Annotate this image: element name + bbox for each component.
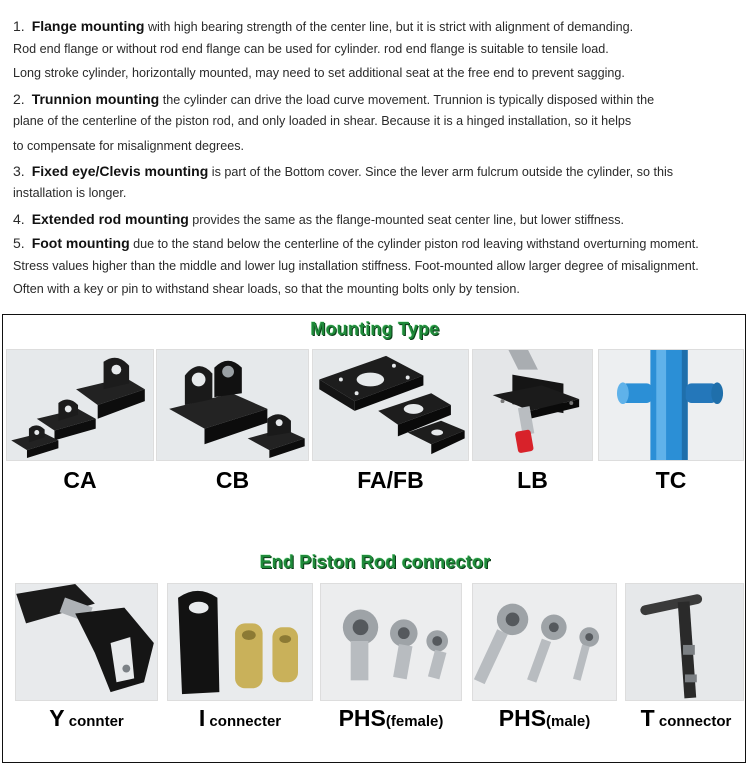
single-ear-bracket-image: [6, 349, 154, 461]
y-clevis-image: [15, 583, 158, 701]
mount-code-lb: LB: [517, 467, 548, 493]
paragraph-3-line-1: 3. Fixed eye/Clevis mounting is part of the Bottom cover. Since the lever arm fulcrum outside the cylinder, so this: [13, 163, 674, 179]
trunnion-cylinder-image: [598, 349, 744, 461]
rod-end-female-image: [320, 583, 462, 701]
paragraph-2-line-2: plane of the centerline of the piston rod, and only loaded in shear. Because it is a hinged installation, so it helps: [13, 114, 632, 128]
paragraph-5-line-1: 5. Foot mounting due to the stand below the centerline of the cylinder piston rod leaving withstand overturning moment.: [13, 235, 699, 251]
rod-connector-title: End Piston Rod connector: [259, 552, 491, 572]
paragraph-5-line-2: Stress values higher than the middle and lower lug installation stiffness. Foot-mounted allow larger degree of misalignment.: [13, 259, 699, 273]
mount-code-ca: CA: [63, 467, 97, 493]
connector-label-phs-female: PHS(female): [338, 705, 444, 731]
mounting-panel: [2, 314, 746, 763]
paragraph-heading: Flange mounting: [31, 18, 145, 34]
paragraph-4-line-1: 4. Extended rod mounting provides the same as the flange-mounted seat center line, but lower stiffness.: [13, 211, 624, 227]
paragraph-5-line-3: Often with a key or pin to withstand shear loads, so that the mounting bolts only by tension.: [13, 282, 520, 296]
paragraph-3-line-2: installation is longer.: [13, 186, 127, 200]
i-rod-eye-image: [167, 583, 313, 701]
mount-code-fa-fb: FA/FB: [357, 467, 424, 493]
paragraph-heading: Foot mounting: [31, 235, 130, 251]
mount-code-cb: CB: [215, 467, 250, 493]
connector-label-i: I connecter: [198, 705, 282, 731]
double-ear-clevis-bracket-image: [156, 349, 309, 461]
paragraph-heading: Fixed eye/Clevis mounting: [31, 163, 209, 179]
connector-label-t: T connector: [640, 705, 732, 731]
paragraph-heading: Trunnion mounting: [31, 91, 160, 107]
connector-label-y: Y connter: [49, 705, 124, 731]
foot-mounted-cylinder-image: [472, 349, 593, 461]
paragraph-1-line-3: Long stroke cylinder, horizontally mounted, may need to set additional seat at the free end to prevent sagging.: [13, 66, 625, 80]
paragraph-1-line-1: 1. Flange mounting with high bearing strength of the center line, but it is strict with alignment of demanding.: [13, 18, 634, 34]
rod-end-male-image: [472, 583, 617, 701]
connector-label-phs-male: PHS(male): [498, 705, 591, 731]
paragraph-1-line-2: Rod end flange or without rod end flange can be used for cylinder. rod end flange is suitable to tensile load.: [13, 42, 609, 56]
paragraph-2-line-1: 2. Trunnion mounting the cylinder can drive the load curve movement. Trunnion is typically disposed within the: [13, 91, 655, 107]
paragraph-2-line-3: to compensate for misalignment degrees.: [13, 139, 245, 153]
mounting-type-title: Mounting Type: [310, 319, 440, 339]
t-connector-image: [625, 583, 744, 701]
paragraph-heading: Extended rod mounting: [31, 211, 189, 227]
mount-code-tc: TC: [655, 467, 687, 493]
flange-plate-image: [312, 349, 469, 461]
